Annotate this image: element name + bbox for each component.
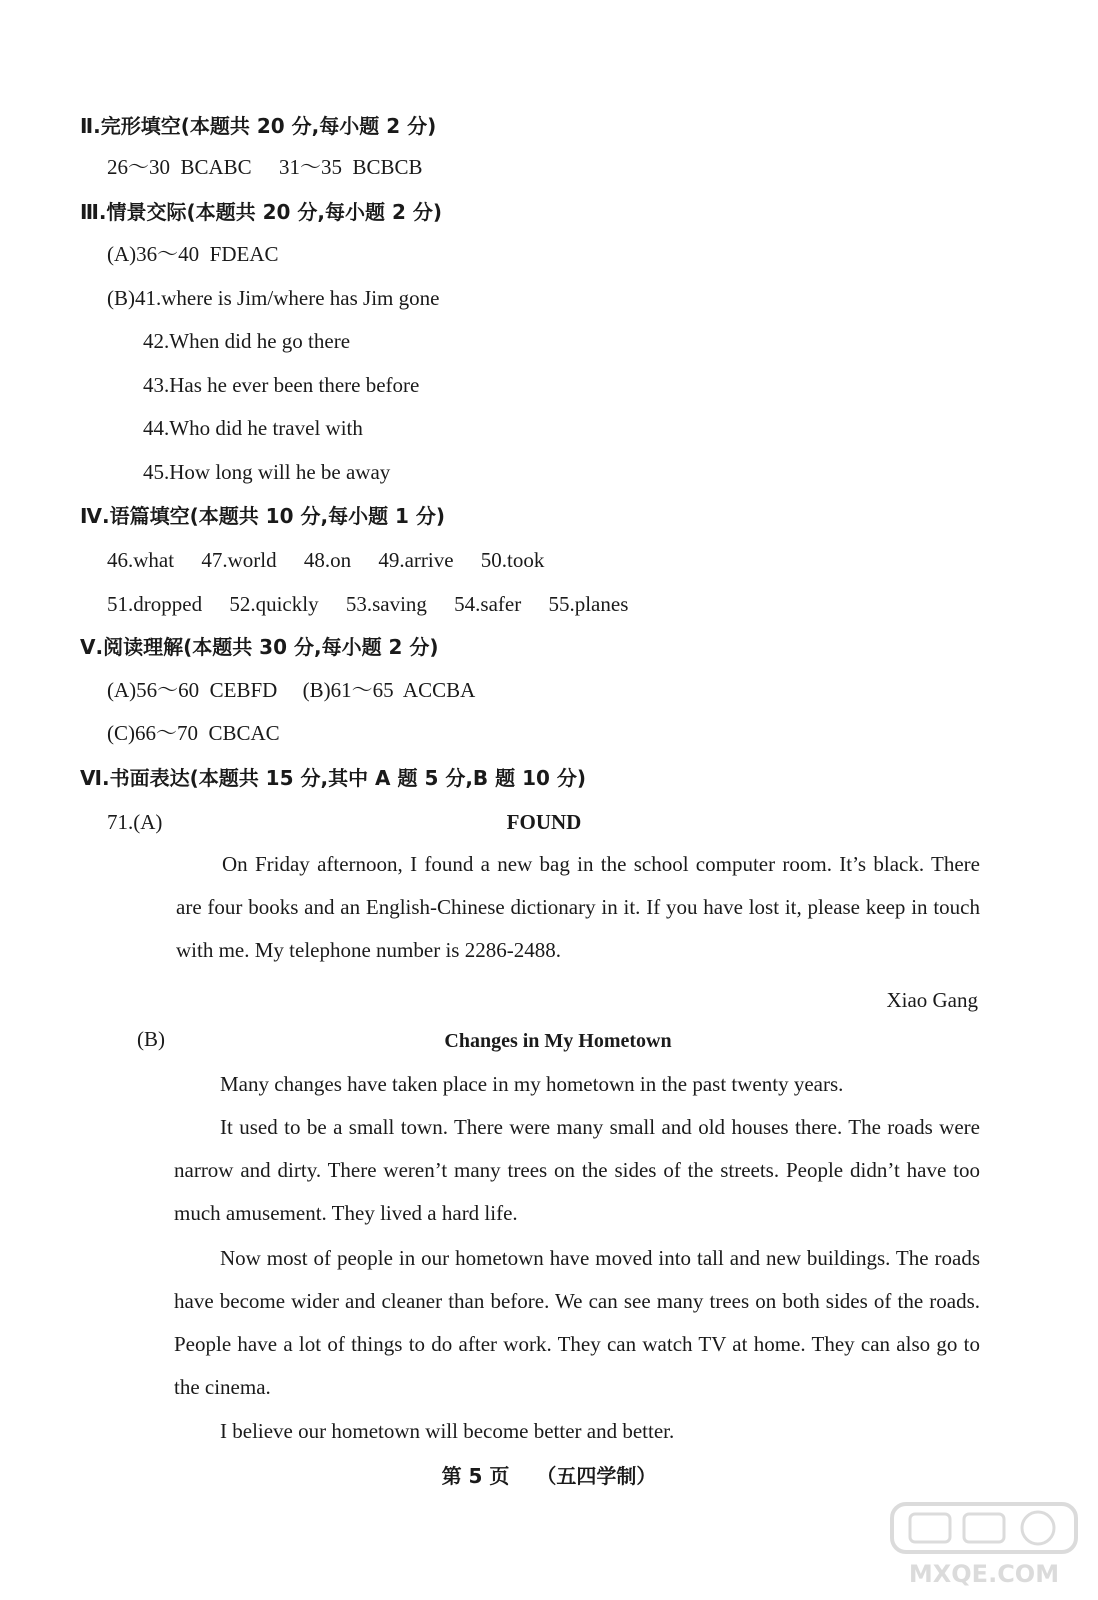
cloze-answer-group: 26～30 BCABC [107, 155, 252, 179]
dialogue-answer: 44.Who did he travel with [143, 416, 363, 440]
writing-b-paragraph: I believe our hometown will become better and better. [220, 1419, 675, 1443]
passage-fill-row-2 [107, 591, 628, 617]
passage-fill-answer: 54.safer [454, 592, 522, 616]
watermark-text: MXQE.COM [908, 1560, 1060, 1588]
dialogue-part-a: (A)36～40 FDEAC [107, 242, 279, 266]
passage-fill-answer: 53.saving [345, 592, 427, 616]
section-passage-fill-title: Ⅳ.语篇填空(本题共 10 分,每小题 1 分) [80, 504, 446, 528]
section-dialogue-title: Ⅲ.情景交际(本题共 20 分,每小题 2 分) [80, 200, 442, 224]
writing-b-paragraph: It used to be a small town. There were many small and old houses there. The roads were narrow and dirty. There weren’t many trees on the sides of the streets. People didn’t have too much amusement. They lived a hard life. [174, 1115, 980, 1225]
reading-answer-group: (A)56～60 CEBFD [107, 678, 278, 702]
dialogue-answer: 45.How long will he be away [143, 460, 391, 484]
passage-fill-answer: 52.quickly [229, 592, 319, 616]
reading-answer-group: (B)61～65 ACCBA [302, 678, 476, 702]
watermark-icon [884, 1500, 1084, 1590]
section-writing-title: Ⅵ.书面表达(本题共 15 分,其中 A 题 5 分,B 题 10 分) [80, 766, 587, 790]
writing-b-label: (B) [137, 1027, 165, 1051]
edition-label: （五四学制） [536, 1464, 657, 1488]
passage-fill-answer: 55.planes [548, 592, 629, 616]
watermark-logo [884, 1500, 1084, 1590]
passage-fill-row-1 [107, 547, 544, 573]
reading-row-1 [107, 677, 475, 703]
passage-fill-answer: 49.arrive [378, 548, 454, 572]
dialogue-answer: (B)41.where is Jim/where has Jim gone [107, 286, 440, 310]
dialogue-answer: 43.Has he ever been there before [143, 373, 420, 397]
writing-b-heading: Changes in My Hometown [444, 1030, 672, 1052]
writing-b-paragraph: Many changes have taken place in my hometown in the past twenty years. [220, 1072, 844, 1096]
reading-answer-group: (C)66～70 CBCAC [107, 721, 280, 745]
section-cloze-title: Ⅱ.完形填空(本题共 20 分,每小题 2 分) [80, 114, 437, 138]
passage-fill-answer: 46.what [107, 548, 175, 572]
passage-fill-answer: 47.world [201, 548, 277, 572]
writing-a-heading: FOUND [506, 810, 582, 834]
section-reading-title: Ⅴ.阅读理解(本题共 30 分,每小题 2 分) [80, 635, 439, 659]
cloze-answers [107, 154, 423, 180]
page-footer [0, 1463, 1098, 1489]
writing-a-body: On Friday afternoon, I found a new bag in the school computer room. It’s black. There are four books and an English-Chinese dictionary in it. If you have lost it, please keep in touch with me. My telephone number is 2286-2488. [176, 852, 980, 962]
page-number: 第 5 页 [441, 1464, 510, 1488]
passage-fill-answer: 51.dropped [107, 592, 203, 616]
dialogue-answer: 42.When did he go there [143, 329, 351, 353]
writing-a-label: 71.(A) [107, 810, 163, 834]
passage-fill-answer: 48.on [303, 548, 352, 572]
cloze-answer-group: 31～35 BCBCB [278, 155, 423, 179]
writing-b-paragraph: Now most of people in our hometown have moved into tall and new buildings. The roads have become wider and cleaner than before. We can see many trees on both sides of the roads. People have a lot of things to do after work. They can watch TV at home. They can also go to the cinema. [174, 1246, 980, 1399]
writing-a-signature: Xiao Gang [886, 988, 978, 1012]
passage-fill-answer: 50.took [480, 548, 545, 572]
